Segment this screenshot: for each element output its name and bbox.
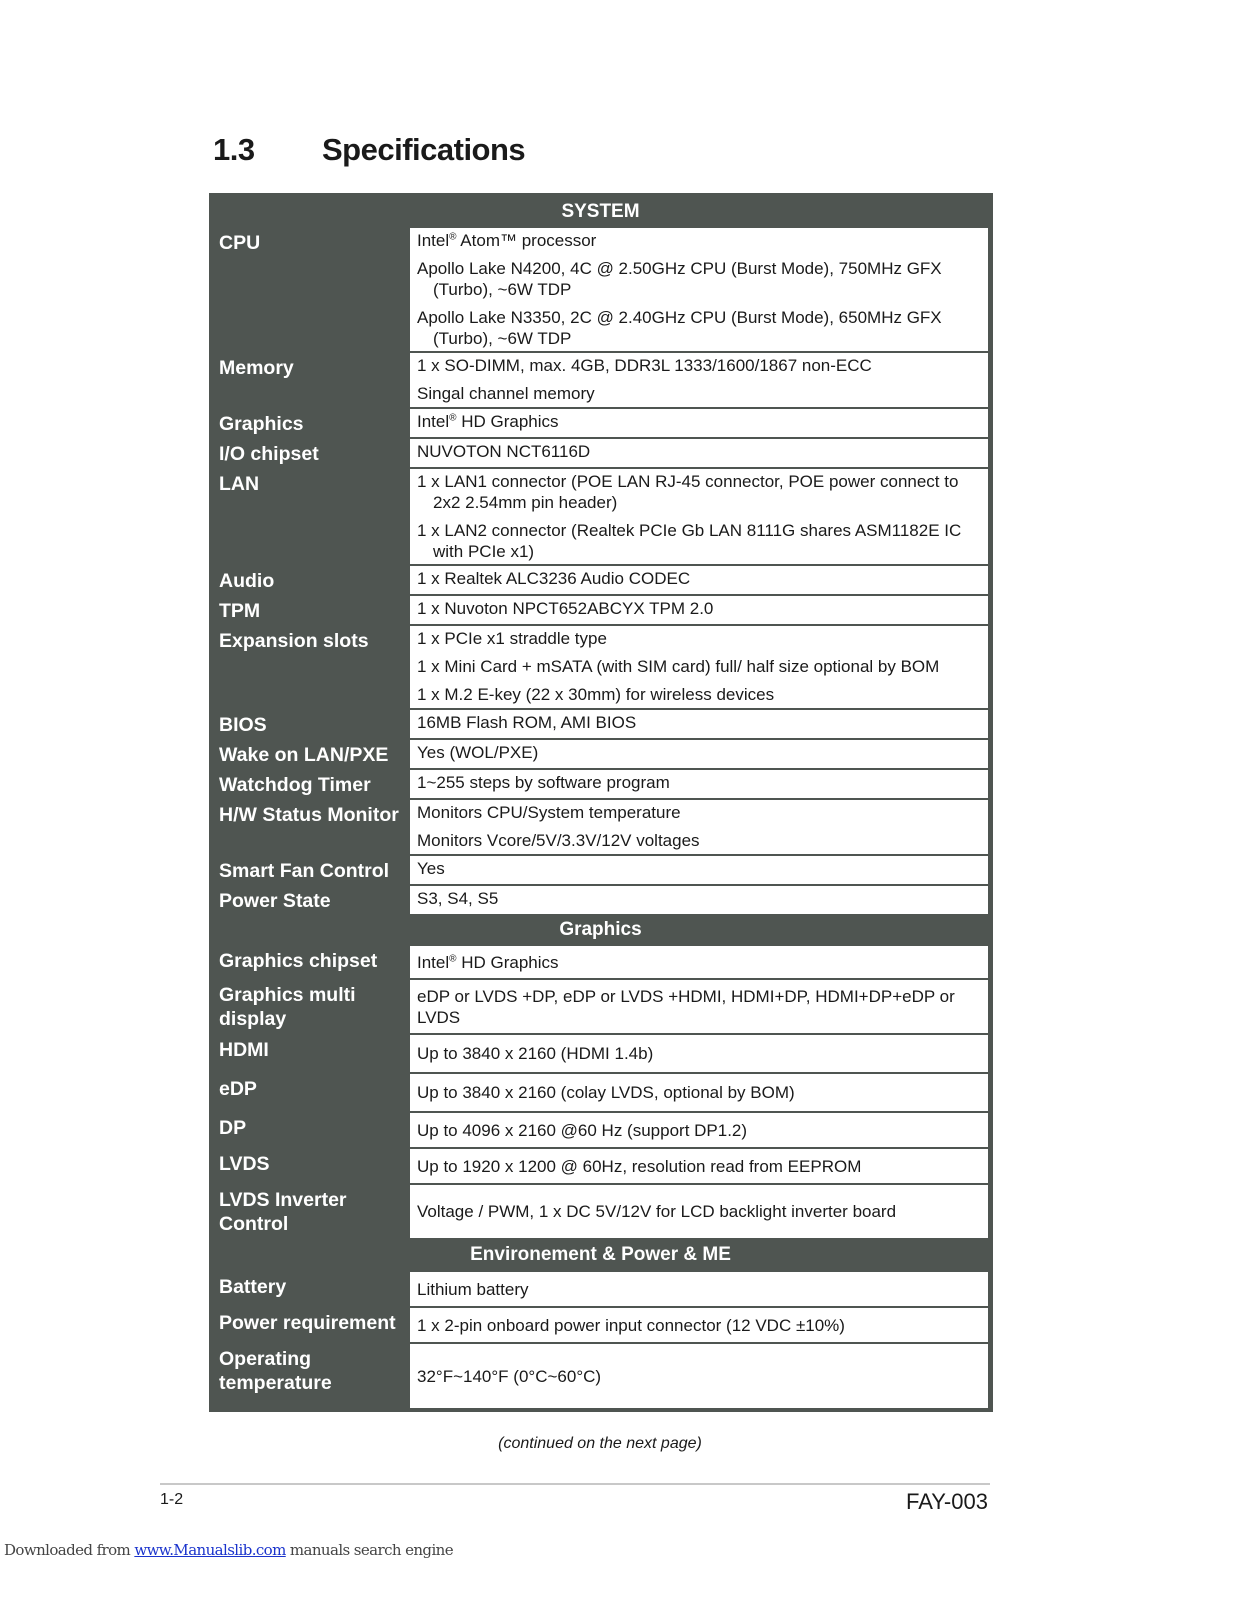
spec-label: Graphics multi display [219, 984, 356, 1030]
spec-line: Lithium battery [417, 1279, 529, 1299]
spec-value [410, 409, 988, 437]
spec-row-watchdog-timer [213, 770, 988, 798]
spec-value [410, 566, 988, 594]
section-number: 1.3 [213, 132, 255, 167]
spec-value [410, 1074, 988, 1111]
spec-line: Up to 3840 x 2160 (colay LVDS, optional by BOM) [417, 1083, 795, 1102]
spec-label: LAN [219, 473, 260, 495]
spec-value [410, 1185, 988, 1238]
spec-label: Power State [219, 890, 331, 912]
spec-row-io-chipset [213, 439, 988, 467]
spec-row-lvds [213, 1149, 988, 1183]
spec-line: Intel® HD Graphics [417, 412, 559, 431]
spec-label: LVDS Inverter Control [219, 1189, 347, 1235]
spec-row-graphics-chipset [213, 946, 988, 978]
spec-line: 1 x SO-DIMM, max. 4GB, DDR3L 1333/1600/1867 non-ECC [417, 356, 872, 375]
spec-value [410, 439, 988, 467]
spec-line: 32°F~140°F (0°C~60°C) [417, 1366, 602, 1386]
spec-line: 1 x Realtek ALC3236 Audio CODEC [417, 569, 691, 588]
spec-value [410, 710, 988, 738]
section-title: Specifications [322, 132, 526, 167]
spec-line: 1 x LAN2 connector (Realtek PCIe Gb LAN 8111G shares ASM1182E IC with PCIe x1) [417, 521, 962, 561]
spec-line: Apollo Lake N4200, 4C @ 2.50GHz CPU (Burst Mode), 750MHz GFX (Turbo), ~6W TDP [417, 259, 942, 299]
spec-value [410, 353, 988, 407]
spec-line: 1 x Mini Card + mSATA (with SIM card) full/ half size optional by BOM [417, 657, 940, 676]
spec-row-smart-fan-control [213, 856, 988, 884]
spec-line: 1 x LAN1 connector (POE LAN RJ-45 connector, POE power connect to 2x2 2.54mm pin header) [417, 472, 959, 512]
spec-row-audio [213, 566, 988, 594]
spec-value [410, 946, 988, 978]
spec-row-cpu [213, 228, 988, 351]
spec-row-memory [213, 353, 988, 407]
spec-label: DP [219, 1117, 247, 1139]
spec-value [410, 596, 988, 624]
spec-line: Up to 4096 x 2160 @60 Hz (support DP1.2) [417, 1120, 748, 1140]
spec-row-graphics [213, 409, 988, 437]
page-title [213, 132, 525, 168]
spec-label: Graphics chipset [219, 950, 378, 972]
spec-label: Expansion slots [219, 630, 369, 652]
spec-value [410, 1344, 988, 1408]
spec-table [209, 193, 993, 1412]
spec-row-dp [213, 1113, 988, 1147]
spec-row-tpm [213, 596, 988, 624]
spec-label: Smart Fan Control [219, 860, 390, 882]
spec-label: I/O chipset [219, 443, 319, 465]
spec-label: Audio [219, 570, 275, 592]
spec-label: TPM [219, 600, 261, 622]
spec-value [410, 740, 988, 768]
spec-value [410, 1113, 988, 1147]
spec-line: 1 x M.2 E-key (22 x 30mm) for wireless devices [417, 685, 775, 704]
continued-note: (continued on the next page) [498, 1435, 702, 1452]
spec-label: Watchdog Timer [219, 774, 371, 796]
spec-row-bios [213, 710, 988, 738]
spec-row-hdmi [213, 1035, 988, 1072]
spec-line: 16MB Flash ROM, AMI BIOS [417, 713, 637, 732]
spec-line: Voltage / PWM, 1 x DC 5V/12V for LCD backlight inverter board [417, 1202, 897, 1221]
spec-row-wake-on-lan [213, 740, 988, 768]
spec-label: eDP [219, 1078, 257, 1100]
spec-value [410, 886, 988, 914]
spec-label: Memory [219, 357, 294, 379]
footer-divider [160, 1483, 990, 1485]
spec-value [410, 1035, 988, 1072]
spec-value [410, 980, 988, 1033]
spec-line: Singal channel memory [417, 384, 595, 403]
spec-row-lvds-inverter-control [213, 1185, 988, 1238]
spec-line: Yes (WOL/PXE) [417, 743, 539, 762]
spec-value [410, 626, 988, 708]
spec-label: Battery [219, 1276, 287, 1298]
model-name: FAY-003 [906, 1489, 988, 1514]
section-header: Environement & Power & ME [213, 1240, 988, 1270]
spec-line: Intel® HD Graphics [417, 952, 559, 972]
spec-line: 1~255 steps by software program [417, 773, 670, 792]
spec-line: Monitors CPU/System temperature [417, 803, 681, 822]
spec-value [410, 1149, 988, 1183]
manualslib-link[interactable]: www.Manualslib.com [134, 1541, 286, 1559]
spec-row-lan [213, 469, 988, 564]
spec-line: Intel® Atom™ processor [417, 231, 597, 250]
spec-row-operating-temperature [213, 1344, 988, 1408]
spec-line: 1 x Nuvoton NPCT652ABCYX TPM 2.0 [417, 599, 714, 618]
spec-line: Up to 1920 x 1200 @ 60Hz, resolution read from EEPROM [417, 1156, 862, 1176]
spec-value [410, 856, 988, 884]
spec-line: Up to 3840 x 2160 (HDMI 1.4b) [417, 1044, 654, 1063]
spec-label: CPU [219, 232, 261, 254]
spec-line: S3, S4, S5 [417, 889, 499, 908]
spec-row-power-state [213, 886, 988, 914]
footer-prefix: Downloaded from [4, 1541, 135, 1559]
spec-value [410, 469, 988, 564]
spec-value [410, 1272, 988, 1306]
spec-value [410, 770, 988, 798]
spec-line: Yes [417, 859, 445, 878]
spec-line: Apollo Lake N3350, 2C @ 2.40GHz CPU (Burst Mode), 650MHz GFX (Turbo), ~6W TDP [417, 308, 942, 348]
spec-line: 1 x 2-pin onboard power input connector (12 VDC ±10%) [417, 1315, 845, 1335]
spec-line: 1 x PCIe x1 straddle type [417, 629, 607, 648]
spec-label: Graphics [219, 413, 304, 435]
spec-row-expansion-slots [213, 626, 988, 708]
section-header: Graphics [213, 916, 988, 944]
spec-row-battery [213, 1272, 988, 1306]
spec-label: LVDS [219, 1153, 270, 1175]
spec-label: BIOS [219, 714, 267, 736]
page-number: 1-2 [160, 1491, 184, 1508]
spec-label: Wake on LAN/PXE [219, 744, 389, 766]
spec-row-edp [213, 1074, 988, 1111]
spec-label: Power requirement [219, 1312, 396, 1334]
spec-row-power-requirement [213, 1308, 988, 1342]
spec-label: HDMI [219, 1039, 269, 1061]
section-header: SYSTEM [213, 197, 988, 226]
footer-suffix: manuals search engine [285, 1541, 453, 1559]
spec-label: Operating temperature [219, 1348, 332, 1394]
spec-row-hw-status-monitor [213, 800, 988, 854]
download-footer [4, 1541, 453, 1559]
spec-row-graphics-multi-display [213, 980, 988, 1033]
spec-line: NUVOTON NCT6116D [417, 442, 591, 461]
spec-value [410, 1308, 988, 1342]
spec-line: Monitors Vcore/5V/3.3V/12V voltages [417, 831, 700, 850]
spec-value [410, 228, 988, 351]
spec-value [410, 800, 988, 854]
spec-label: H/W Status Monitor [219, 804, 399, 826]
spec-line: eDP or LVDS +DP, eDP or LVDS +HDMI, HDMI+DP, HDMI+DP+eDP or LVDS [417, 986, 955, 1027]
